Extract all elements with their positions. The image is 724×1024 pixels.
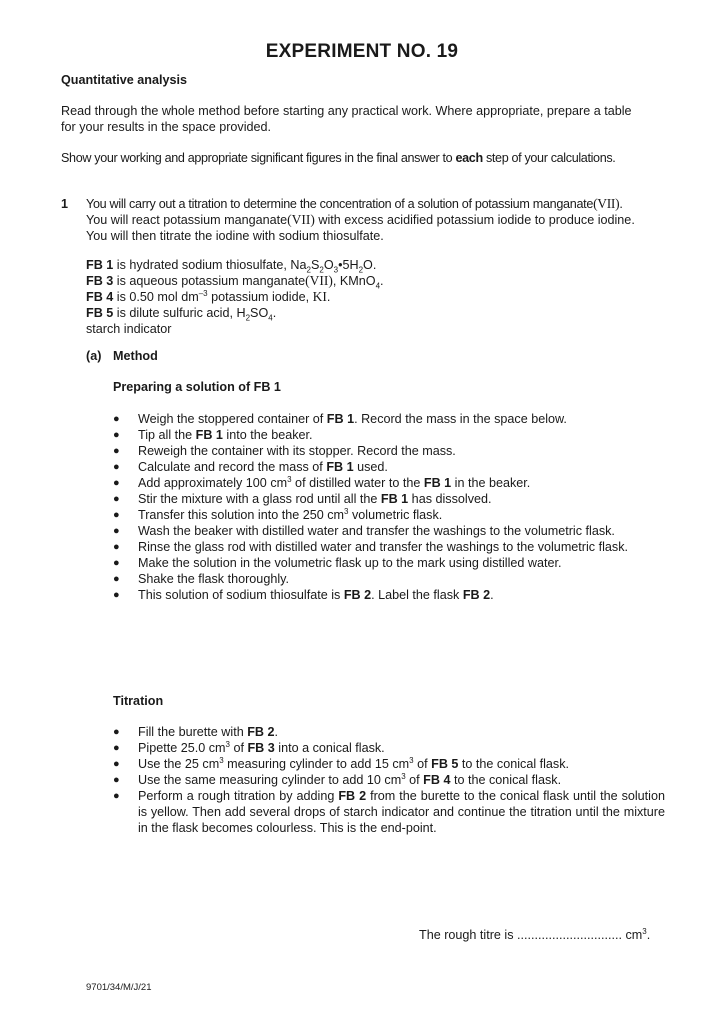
bullet-icon: ● — [113, 758, 120, 770]
question-line-2 — [86, 212, 676, 228]
list-item — [113, 740, 665, 756]
question-line-2-after: with excess acidified potassium iodide to produce iodine. — [314, 213, 635, 227]
bullet-icon: ● — [113, 742, 120, 754]
step-bold: FB 1 — [380, 492, 409, 506]
step-text-after: used. — [353, 460, 388, 474]
formula-sub: 3 — [333, 265, 339, 275]
step-bold: FB 5 — [431, 757, 459, 771]
list-item — [113, 587, 665, 603]
unit-sup: 3 — [219, 755, 224, 765]
intro-line-1: Read through the whole method before starting any practical work. Where appropriate, prepare a table — [61, 104, 632, 118]
page-title: EXPERIMENT NO. 19 — [265, 41, 459, 62]
step-text-after: into the beaker. — [222, 428, 313, 442]
step-text: Reweigh the container with its stopper. Record the mass. — [138, 444, 456, 458]
period: . — [490, 588, 494, 602]
reagent-fb3-text: is aqueous potassium manganate — [113, 274, 306, 288]
period: . — [326, 290, 331, 304]
rough-titre-text: The rough titre is .............................. cm — [419, 928, 643, 942]
reagent-fb1-label: FB 1 — [86, 258, 114, 272]
formula-sub: 2 — [306, 265, 311, 275]
step-text-after: from the burette to the conical flask until the solution is yellow. Then add several drops of starch indicator and continue the titration until the mixture in the flask becomes colourless. This is the end-point. — [138, 789, 665, 835]
bullet-icon: ● — [113, 525, 120, 537]
formula-sub: 4 — [375, 281, 381, 291]
intro-line-3-before: Show your working and appropriate significant figures in the final answer to — [61, 151, 456, 165]
reagent-fb1-text: is hydrated sodium thiosulfate, Na — [113, 258, 307, 272]
list-item — [113, 539, 665, 555]
formula-o-end: O. — [363, 258, 377, 272]
step-text-mid: of distilled water to the — [291, 476, 424, 490]
step-text: Make the solution in the volumetric flask up to the mark using distilled water. — [138, 556, 562, 570]
list-item — [113, 443, 665, 459]
paper-code: 9701/34/M/J/21 — [86, 982, 152, 993]
list-item — [113, 756, 665, 772]
step-text-after: to the conical flask. — [450, 773, 562, 787]
bullet-icon: ● — [113, 557, 120, 569]
step-bold: FB 1 — [326, 460, 354, 474]
step-text: Wash the beaker with distilled water and transfer the washings to the volumetric flask. — [138, 524, 615, 538]
formula-o: O — [323, 258, 334, 272]
titration-steps-list — [113, 724, 665, 836]
step-text: Use the 25 cm — [138, 757, 220, 771]
question-line-1 — [86, 196, 676, 212]
formula-s: S — [310, 258, 320, 272]
step-text: Pipette 25.0 cm — [138, 741, 226, 755]
bullet-icon: ● — [113, 429, 120, 441]
list-item — [113, 507, 665, 523]
bullet-icon: ● — [113, 726, 120, 738]
step-text-after: . Record the mass in the space below. — [354, 412, 567, 426]
intro-line-2: for your results in the space provided. — [61, 120, 272, 134]
step-text: This solution of sodium thiosulfate is — [138, 588, 344, 602]
formula-so: SO — [250, 306, 269, 320]
reagent-fb3-formula: , KMnO — [332, 274, 376, 288]
rough-titre-line — [419, 927, 650, 943]
step-text-mid: of — [413, 757, 432, 771]
bullet-icon: ● — [113, 413, 120, 425]
step-text-mid: of — [229, 741, 248, 755]
period: . — [272, 306, 277, 320]
step-bold: FB 1 — [326, 412, 355, 426]
intro-line-3-after: step of your calculations. — [482, 151, 616, 165]
step-text: Transfer this solution into the 250 cm — [138, 508, 345, 522]
unit-sup: 3 — [409, 755, 414, 765]
reagent-fb4-after: potassium iodide, — [207, 290, 313, 304]
list-item — [113, 555, 665, 571]
reagent-fb1 — [86, 257, 676, 273]
bullet-icon: ● — [113, 589, 120, 601]
unit-sup: 3 — [225, 739, 230, 749]
bullet-icon: ● — [113, 541, 120, 553]
list-item — [113, 788, 665, 836]
question-line-1-after: . — [619, 197, 623, 211]
reagent-fb4 — [86, 289, 676, 305]
step-bold: FB 2 — [338, 789, 367, 803]
list-item — [113, 459, 665, 475]
step-text: Calculate and record the mass of — [138, 460, 327, 474]
list-item — [113, 772, 665, 788]
reagent-starch: starch indicator — [86, 322, 172, 336]
bullet-icon: ● — [113, 445, 120, 457]
prep-subheading: Preparing a solution of FB 1 — [113, 380, 281, 394]
step-text-after: to the conical flask. — [458, 757, 570, 771]
step-text: Stir the mixture with a glass rod until all the — [138, 492, 381, 506]
bullet-icon: ● — [113, 493, 120, 505]
step-text: Weigh the stoppered container of — [138, 412, 327, 426]
step-text-after: has dissolved. — [408, 492, 492, 506]
step-text: Tip all the — [138, 428, 196, 442]
list-item — [113, 724, 665, 740]
reagent-fb5 — [86, 305, 676, 321]
step-bold: FB 2 — [343, 588, 372, 602]
bullet-icon: ● — [113, 509, 120, 521]
section-heading: Quantitative analysis — [61, 73, 187, 87]
step-text: Add approximately 100 cm — [138, 476, 288, 490]
unit-sup: 3 — [401, 771, 406, 781]
formula-sub: 4 — [268, 313, 273, 323]
reagent-fb3-label: FB 3 — [86, 274, 114, 288]
step-bold: FB 1 — [423, 476, 452, 490]
titration-heading: Titration — [113, 694, 164, 708]
period: . — [646, 928, 651, 942]
step-text-after: . Label the flask — [371, 588, 463, 602]
formula-sub: 2 — [358, 265, 364, 275]
intro-line-3 — [61, 150, 615, 166]
reagent-list — [86, 257, 676, 337]
step-bold: FB 3 — [247, 741, 275, 755]
period: . — [380, 274, 384, 288]
bullet-icon: ● — [113, 774, 120, 786]
reagent-fb3 — [86, 273, 676, 289]
bullet-icon: ● — [113, 461, 120, 473]
step-text-after: volumetric flask. — [348, 508, 443, 522]
question-line-2-roman: (VII) — [287, 212, 315, 227]
step-text-after: in the beaker. — [451, 476, 531, 490]
unit-sup: 3 — [287, 474, 292, 484]
step-bold: FB 4 — [423, 773, 451, 787]
formula-sub: 2 — [245, 313, 251, 323]
formula-water: •5H — [338, 258, 359, 272]
step-bold-end: FB 2 — [462, 588, 491, 602]
step-bold: FB 2 — [247, 725, 275, 739]
question-line-1-before: You will carry out a titration to determine the concentration of a solution of potassium manganate — [86, 197, 594, 211]
step-text: Shake the flask thoroughly. — [138, 572, 289, 586]
unit-sup: –3 — [198, 288, 208, 298]
reagent-fb5-label: FB 5 — [86, 306, 114, 320]
prep-steps-list — [113, 411, 665, 603]
step-text-after: into a conical flask. — [274, 741, 385, 755]
step-text: Fill the burette with — [138, 725, 248, 739]
question-number: 1 — [61, 197, 69, 211]
question-line-2-before: You will react potassium manganate — [86, 213, 288, 227]
bullet-icon: ● — [113, 573, 120, 585]
unit-sup: 3 — [642, 926, 647, 936]
intro-line-3-bold: each — [455, 151, 483, 165]
list-item — [113, 571, 665, 587]
step-text: Rinse the glass rod with distilled water and transfer the washings to the volumetric flask. — [138, 540, 628, 554]
list-item — [113, 411, 665, 427]
list-item — [113, 427, 665, 443]
bullet-icon: ● — [113, 477, 120, 489]
unit-sup: 3 — [344, 506, 349, 516]
part-a-label: (a) — [86, 349, 102, 363]
step-bold: FB 1 — [195, 428, 223, 442]
reagent-fb5-text: is dilute sulfuric acid, H — [113, 306, 246, 320]
period: . — [274, 725, 278, 739]
reagent-fb4-label: FB 4 — [86, 290, 114, 304]
question-line-3: You will then titrate the iodine with sodium thiosulfate. — [86, 229, 384, 243]
bullet-icon: ● — [113, 790, 120, 802]
question-line-1-roman: (VII) — [593, 196, 620, 211]
step-text: Use the same measuring cylinder to add 10 cm — [138, 773, 402, 787]
list-item — [113, 491, 665, 507]
list-item — [113, 475, 665, 491]
formula-sub: 2 — [319, 265, 324, 275]
list-item — [113, 523, 665, 539]
intro-paragraph — [61, 103, 671, 135]
reagent-fb4-text: is 0.50 mol dm — [113, 290, 199, 304]
part-a-title: Method — [113, 349, 158, 363]
step-text-mid: measuring cylinder to add 15 cm — [223, 757, 410, 771]
reagent-fb3-roman: (VII) — [305, 273, 333, 288]
reagent-fb4-formula: KI — [312, 289, 327, 304]
step-text-mid: of — [405, 773, 424, 787]
step-text: Perform a rough titration by adding — [138, 789, 339, 803]
question-text — [86, 196, 676, 244]
